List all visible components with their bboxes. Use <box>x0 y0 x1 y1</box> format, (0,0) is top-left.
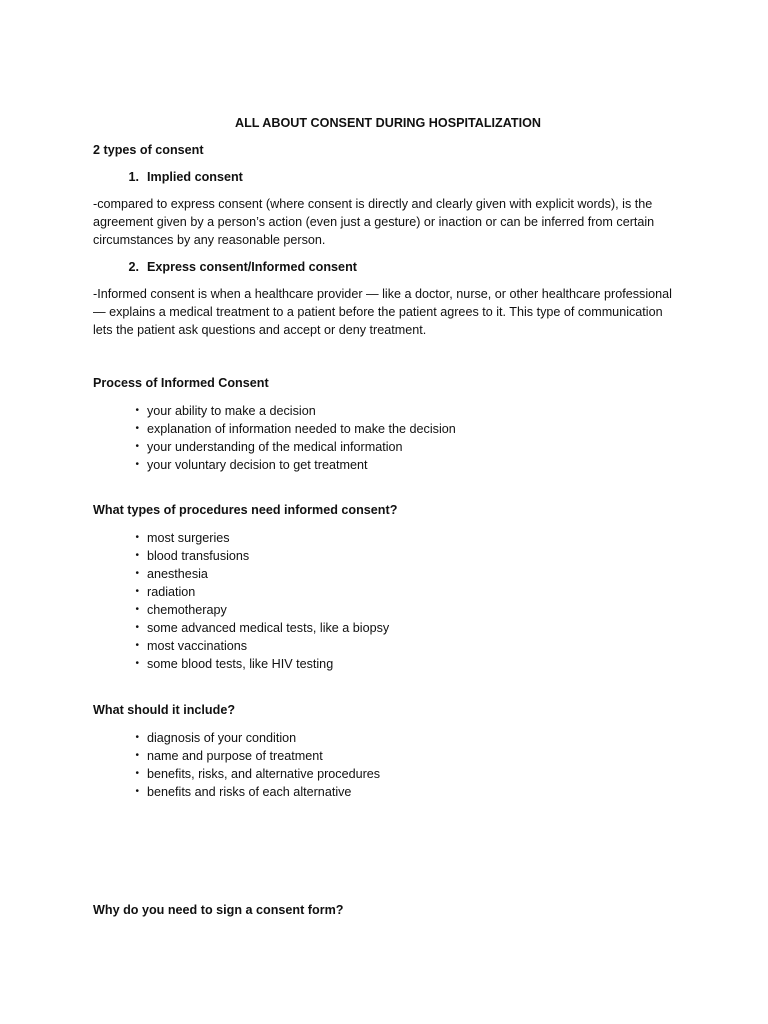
list-item <box>93 655 683 673</box>
bullet-icon: • <box>135 568 139 579</box>
list-item <box>93 420 683 438</box>
bullet-icon: • <box>135 550 139 561</box>
list-item <box>93 565 683 583</box>
process-heading: Process of Informed Consent <box>93 376 269 390</box>
list-item-text: name and purpose of treatment <box>147 749 323 763</box>
list-item <box>93 456 683 474</box>
list-item <box>93 529 683 547</box>
sign-heading: Why do you need to sign a consent form? <box>93 903 344 917</box>
document-title: ALL ABOUT CONSENT DURING HOSPITALIZATION <box>235 116 541 130</box>
list-item <box>93 747 683 765</box>
bullet-icon: • <box>135 640 139 651</box>
bullet-icon: • <box>135 405 139 416</box>
list-item-text: most surgeries <box>147 531 230 545</box>
consent-type-2-number: 2. <box>128 260 139 274</box>
bullet-icon: • <box>135 622 139 633</box>
bullet-icon: • <box>135 786 139 797</box>
consent-type-1-label: Implied consent <box>147 170 243 184</box>
bullet-icon: • <box>135 532 139 543</box>
list-item-text: your voluntary decision to get treatment <box>147 458 368 472</box>
informed-consent-paragraph: -Informed consent is when a healthcare provider — like a doctor, nurse, or other healthcare professional — explains a medical treatment to a patient before the patient agrees to it. This type of communication lets the patient ask questions and accept or deny treatment. <box>93 287 672 337</box>
list-item <box>93 583 683 601</box>
list-item <box>93 729 683 747</box>
bullet-icon: • <box>135 658 139 669</box>
list-item-text: chemotherapy <box>147 603 227 617</box>
process-list <box>93 402 683 474</box>
list-item-text: some advanced medical tests, like a biopsy <box>147 621 390 635</box>
list-item-text: radiation <box>147 585 196 599</box>
list-item <box>93 438 683 456</box>
bullet-icon: • <box>135 750 139 761</box>
bullet-icon: • <box>135 768 139 779</box>
list-item-text: explanation of information needed to make the decision <box>147 422 456 436</box>
list-item-text: benefits, risks, and alternative procedures <box>147 767 381 781</box>
list-item-text: some blood tests, like HIV testing <box>147 657 334 671</box>
list-item <box>93 619 683 637</box>
bullet-icon: • <box>135 732 139 743</box>
document-content <box>93 114 683 919</box>
bullet-icon: • <box>135 423 139 434</box>
implied-consent-paragraph: -compared to express consent (where consent is directly and clearly given with explicit words), is the agreement given by a person’s action (even just a gesture) or inaction or can be inferred from certain circumstances by any reasonable person. <box>93 197 655 247</box>
list-item <box>93 765 683 783</box>
consent-type-2 <box>93 258 683 276</box>
list-item <box>93 601 683 619</box>
list-item-text: benefits and risks of each alternative <box>147 785 352 799</box>
list-item <box>93 402 683 420</box>
procedures-heading: What types of procedures need informed consent? <box>93 503 398 517</box>
list-item <box>93 783 683 801</box>
consent-type-1-number: 1. <box>128 170 139 184</box>
list-item-text: your understanding of the medical information <box>147 440 403 454</box>
include-list <box>93 729 683 801</box>
procedures-list <box>93 529 683 673</box>
consent-type-1 <box>93 168 683 186</box>
list-item <box>93 547 683 565</box>
consent-type-2-label: Express consent/Informed consent <box>147 260 357 274</box>
bullet-icon: • <box>135 604 139 615</box>
list-item <box>93 637 683 655</box>
types-heading: 2 types of consent <box>93 143 204 157</box>
list-item-text: diagnosis of your condition <box>147 731 297 745</box>
list-item-text: most vaccinations <box>147 639 248 653</box>
bullet-icon: • <box>135 586 139 597</box>
include-heading: What should it include? <box>93 703 236 717</box>
list-item-text: blood transfusions <box>147 549 250 563</box>
bullet-icon: • <box>135 441 139 452</box>
list-item-text: your ability to make a decision <box>147 404 316 418</box>
bullet-icon: • <box>135 459 139 470</box>
list-item-text: anesthesia <box>147 567 208 581</box>
